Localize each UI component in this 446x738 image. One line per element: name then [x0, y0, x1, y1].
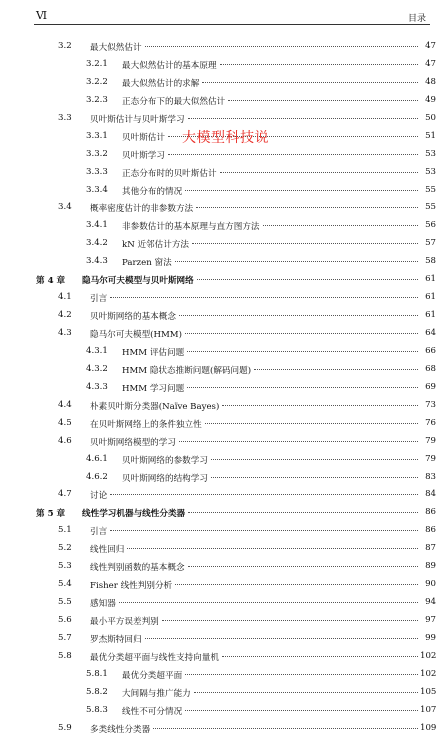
toc-entry[interactable] — [0, 540, 446, 558]
toc-entry-page: 47 — [425, 58, 436, 69]
toc-entry[interactable] — [0, 397, 446, 415]
dot-leader — [179, 315, 418, 316]
toc-entry-number: 5.5 — [58, 597, 72, 608]
toc-entry-title: 贝叶斯学习 — [122, 150, 165, 161]
toc-entry-number: 4.3.2 — [86, 363, 108, 374]
dot-leader — [185, 710, 418, 711]
toc-entry-title: 最优分类超平面与线性支持向量机 — [90, 652, 219, 663]
toc-entry[interactable] — [0, 558, 446, 576]
toc-entry-title: 贝叶斯估计 — [122, 132, 165, 143]
toc-entry-title: 朴素贝叶斯分类器(Naïve Bayes) — [90, 401, 220, 412]
toc-entry[interactable] — [0, 684, 446, 702]
header-rule — [34, 24, 430, 25]
dot-leader — [188, 512, 418, 513]
dot-leader — [168, 154, 418, 155]
dot-leader — [197, 279, 418, 280]
toc-entry-title: 贝叶斯网络的参数学习 — [122, 455, 208, 466]
toc-entry[interactable] — [0, 594, 446, 612]
toc-entry-number: 3.4.3 — [86, 256, 108, 267]
dot-leader — [185, 674, 418, 675]
toc-entry[interactable] — [0, 702, 446, 720]
toc-entry-number: 4.3.3 — [86, 381, 108, 392]
toc-entry-number: 3.2.1 — [86, 58, 108, 69]
toc-entry-number: 5.8 — [58, 650, 72, 661]
toc-entry-page: 89 — [425, 561, 436, 572]
toc-entry-title: 线性判别函数的基本概念 — [90, 563, 185, 574]
toc-entry-number: 4.6 — [58, 435, 72, 446]
dot-leader — [185, 190, 418, 191]
toc-entry-page: 90 — [425, 579, 436, 590]
toc-entry-number: 4.1 — [58, 292, 72, 303]
dot-leader — [192, 243, 418, 244]
toc-entry[interactable] — [0, 433, 446, 451]
toc-entry-title: HMM 评估问题 — [122, 347, 185, 358]
toc-chapter[interactable] — [0, 271, 446, 289]
toc-entry-title: 隐马尔可夫模型(HMM) — [90, 330, 182, 340]
toc-entry[interactable] — [0, 74, 446, 92]
dot-leader — [110, 297, 418, 298]
toc-entry-page: 79 — [425, 453, 436, 464]
toc-entry-number: 3.2.3 — [86, 94, 108, 105]
toc-entry-page: 97 — [425, 615, 436, 625]
toc-entry[interactable] — [0, 253, 446, 271]
toc-entry[interactable] — [0, 522, 446, 540]
toc-entry-title: 讨论 — [90, 491, 108, 502]
toc-entry-title: 在贝叶斯网络上的条件独立性 — [90, 419, 202, 430]
toc-entry-page: 102 — [420, 668, 437, 679]
dot-leader — [222, 405, 418, 406]
dot-leader — [194, 692, 418, 693]
toc-entry-title: 正态分布下的最大似然估计 — [122, 96, 226, 107]
toc-entry-page: 73 — [425, 399, 436, 410]
toc-entry-number: 5.2 — [58, 543, 72, 554]
toc-entry[interactable] — [0, 415, 446, 433]
toc-entry[interactable] — [0, 217, 446, 235]
toc-entry-page: 87 — [425, 543, 436, 554]
toc-entry-number: 4.5 — [58, 417, 72, 428]
dot-leader — [205, 423, 418, 424]
toc-entry-page: 57 — [425, 238, 436, 249]
toc-entry[interactable] — [0, 110, 446, 128]
toc-entry-number: 3.2 — [58, 41, 72, 51]
toc-entry-number: 3.4.2 — [86, 238, 108, 249]
toc-entry-title: 最大似然估计的基本原理 — [122, 60, 217, 71]
toc-entry-page: 86 — [425, 507, 436, 518]
toc-entry-title: 线性回归 — [90, 545, 125, 556]
toc-entry-number: 3.3.4 — [86, 184, 108, 195]
toc-entry-page: 79 — [425, 435, 436, 446]
toc-entry-number: 4.7 — [58, 489, 72, 500]
toc-entry-number: 第 4 章 — [36, 276, 66, 287]
toc-entry-page: 94 — [425, 597, 436, 608]
toc-entry-number: 第 5 章 — [36, 509, 66, 520]
toc-entry-title: 贝叶斯网络的结构学习 — [122, 473, 208, 484]
toc-entry-page: 50 — [425, 112, 436, 123]
toc-entry[interactable] — [0, 648, 446, 666]
toc-entry[interactable] — [0, 343, 446, 361]
toc-entry-number: 5.6 — [58, 615, 72, 625]
toc-entry-title: HMM 学习问题 — [122, 383, 185, 394]
toc-entry-title: 感知器 — [90, 599, 116, 610]
toc-entry[interactable] — [0, 56, 446, 74]
section-title: 目录 — [407, 14, 426, 24]
dot-leader — [187, 387, 418, 388]
toc-entry-number: 5.8.3 — [86, 704, 108, 715]
toc-entry-title: Fisher 线性判别分析 — [90, 581, 173, 592]
dot-leader — [153, 728, 418, 729]
toc-entry[interactable] — [0, 630, 446, 648]
watermark-text: 大模型科技说 — [182, 130, 269, 146]
toc-entry-number: 4.2 — [58, 310, 72, 321]
toc-entry-number: 5.4 — [58, 579, 72, 590]
dot-leader — [119, 602, 418, 603]
toc-entry-page: 53 — [425, 148, 436, 159]
toc-entry-title: 大间隔与推广能力 — [122, 688, 191, 699]
toc-entry-title: 其他分布的情况 — [122, 186, 183, 197]
dot-leader — [185, 333, 418, 334]
toc-entry[interactable] — [0, 612, 446, 630]
toc-entry[interactable] — [0, 289, 446, 307]
toc-entry[interactable] — [0, 451, 446, 469]
dot-leader — [127, 548, 418, 549]
toc-entry[interactable] — [0, 182, 446, 200]
toc-entry-number: 4.3 — [58, 328, 72, 338]
toc-entry-title: 最优分类超平面 — [122, 670, 183, 681]
toc-entry-number: 3.4.1 — [86, 220, 108, 231]
page-number: Ⅵ — [36, 9, 48, 22]
dot-leader — [188, 118, 418, 119]
toc-entry-page: 55 — [425, 184, 436, 195]
toc-entry-number: 5.3 — [58, 561, 72, 572]
toc-entry-title: 最大似然估计 — [90, 43, 142, 53]
toc-entry[interactable] — [0, 307, 446, 325]
toc-entry-title: 贝叶斯网络模型的学习 — [90, 437, 176, 448]
dot-leader — [175, 261, 418, 262]
toc-entry-number: 5.8.2 — [86, 686, 108, 697]
toc-entry-page: 55 — [425, 202, 436, 213]
dot-leader — [145, 638, 418, 639]
toc-entry-page: 61 — [425, 292, 436, 303]
toc-entry-page: 83 — [425, 471, 436, 482]
toc-entry-title: 引言 — [90, 527, 108, 538]
toc-entry[interactable] — [0, 666, 446, 684]
dot-leader — [211, 477, 418, 478]
toc-entry-number: 5.1 — [58, 525, 72, 536]
toc-entry-number: 5.7 — [58, 632, 72, 643]
toc-entry[interactable] — [0, 92, 446, 110]
toc-entry-number: 3.3.2 — [86, 148, 108, 159]
toc-entry-number: 4.3.1 — [86, 345, 108, 356]
toc-entry-page: 107 — [420, 704, 437, 715]
dot-leader — [162, 620, 418, 621]
toc-entry-page: 109 — [420, 722, 437, 733]
toc-entry-title: kN 近邻估计方法 — [122, 240, 190, 251]
dot-leader — [187, 351, 418, 352]
dot-leader — [179, 441, 418, 442]
toc-entry-page: 53 — [425, 166, 436, 177]
toc-entry[interactable] — [0, 164, 446, 182]
toc-entry-page: 49 — [425, 94, 436, 105]
toc-entry-number: 3.3.1 — [86, 130, 108, 141]
dot-leader — [145, 46, 418, 47]
toc-entry-number: 3.2.2 — [86, 76, 108, 87]
toc-entry-number: 4.6.2 — [86, 471, 108, 482]
toc-entry-page: 105 — [420, 686, 437, 697]
toc-entry-number: 3.4 — [58, 202, 72, 213]
toc-entry[interactable] — [0, 146, 446, 164]
dot-leader — [110, 530, 418, 531]
toc-chapter[interactable] — [0, 504, 446, 522]
toc-entry-page: 51 — [425, 130, 436, 141]
toc-entry-title: 概率密度估计的非参数方法 — [90, 204, 194, 215]
page-header — [0, 0, 446, 28]
toc-entry-title: 隐马尔可夫模型与贝叶斯网络 — [82, 276, 194, 287]
toc-entry-page: 76 — [425, 417, 436, 428]
toc-entry-number: 5.9 — [58, 722, 72, 733]
toc-entry-page: 99 — [425, 632, 436, 643]
toc-entry-page: 61 — [425, 274, 436, 285]
toc-entry-title: Parzen 窗法 — [122, 258, 172, 269]
toc-entry[interactable] — [0, 469, 446, 487]
toc-entry-page: 48 — [425, 76, 436, 87]
toc-entry-title: 引言 — [90, 294, 108, 305]
toc-entry-page: 47 — [425, 41, 436, 51]
toc-entry-number: 4.6.1 — [86, 453, 108, 464]
toc-entry-page: 66 — [425, 345, 436, 356]
toc-entry-page: 69 — [425, 381, 436, 392]
toc-entry-title: 非参数估计的基本原理与直方图方法 — [122, 222, 260, 233]
toc-entry[interactable] — [0, 379, 446, 397]
toc-entry-title: 线性不可分情况 — [122, 706, 183, 717]
dot-leader — [196, 207, 418, 208]
dot-leader — [211, 459, 418, 460]
toc-entry[interactable] — [0, 361, 446, 379]
dot-leader — [188, 566, 418, 567]
toc-entry-number: 3.3.3 — [86, 166, 108, 177]
toc-entry-title: 最大似然估计的求解 — [122, 78, 200, 89]
toc-entry[interactable] — [0, 199, 446, 217]
toc-entry-page: 58 — [425, 256, 436, 267]
dot-leader — [202, 82, 418, 83]
toc-entry-title: 罗杰斯特回归 — [90, 634, 142, 645]
toc-entry-page: 84 — [425, 489, 436, 500]
toc-entry[interactable] — [0, 576, 446, 594]
dot-leader — [220, 64, 418, 65]
toc-entry-title: HMM 隐状态推断问题(解码问题) — [122, 365, 252, 376]
toc-entry-page: 61 — [425, 310, 436, 321]
dot-leader — [263, 225, 418, 226]
toc-entry-page: 64 — [425, 328, 436, 338]
toc-entry-number: 3.3 — [58, 112, 72, 123]
toc-entry[interactable] — [0, 325, 446, 343]
toc-entry-title: 贝叶斯网络的基本概念 — [90, 312, 176, 323]
dot-leader — [228, 100, 418, 101]
toc-entry[interactable] — [0, 38, 446, 56]
toc-entry-title: 正态分布时的贝叶斯估计 — [122, 168, 217, 179]
toc-entry-title: 最小平方误差判别 — [90, 617, 159, 627]
toc-entry-page: 86 — [425, 525, 436, 536]
dot-leader — [254, 369, 418, 370]
toc-entry-number: 4.4 — [58, 399, 72, 410]
toc-entry-title: 线性学习机器与线性分类器 — [82, 509, 186, 520]
toc-entry[interactable] — [0, 235, 446, 253]
toc-entry[interactable] — [0, 720, 446, 738]
dot-leader — [220, 172, 418, 173]
toc-entry-number: 5.8.1 — [86, 668, 108, 679]
dot-leader — [110, 494, 418, 495]
toc-entry-title: 贝叶斯估计与贝叶斯学习 — [90, 114, 185, 125]
toc-entry-page: 68 — [425, 363, 436, 374]
toc-entry-page: 102 — [420, 650, 437, 661]
toc-entry[interactable] — [0, 486, 446, 504]
toc-entry-title: 多类线性分类器 — [90, 724, 151, 735]
dot-leader — [175, 584, 418, 585]
toc-entry-page: 56 — [425, 220, 436, 231]
dot-leader — [222, 656, 418, 657]
